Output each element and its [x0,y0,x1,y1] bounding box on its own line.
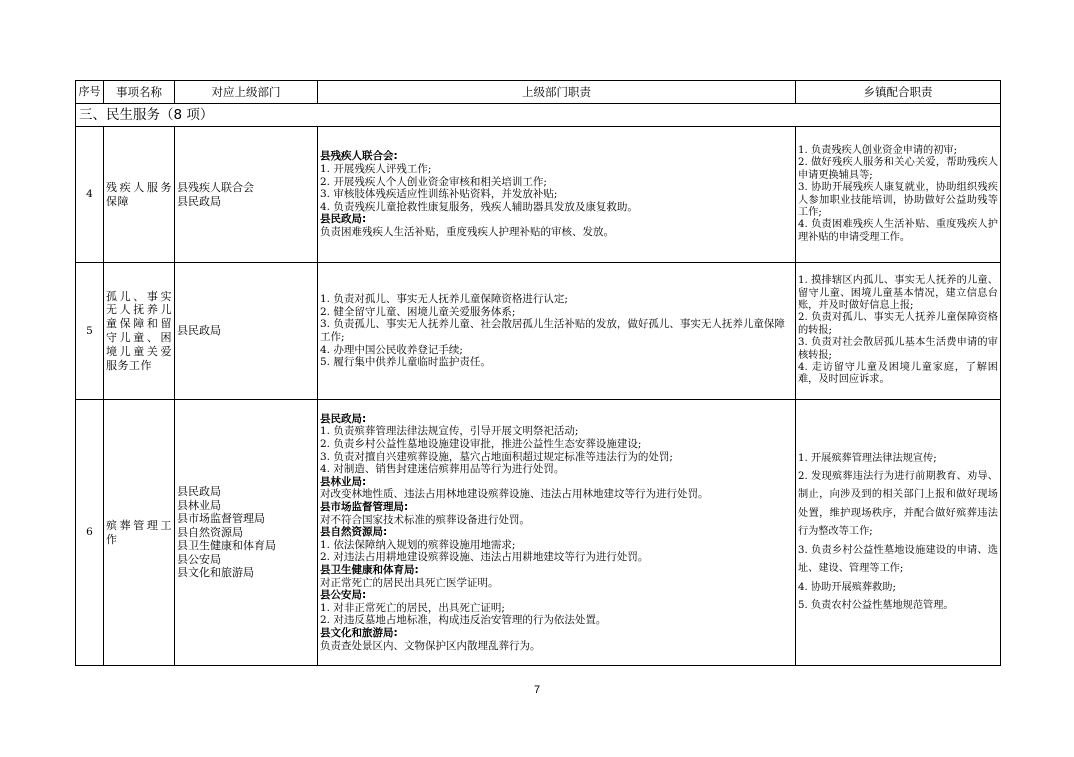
dept-heading: 县林业局: [320,475,367,488]
list-item: 对不符合国家技术标准的殡葬设备进行处罚。 [320,513,530,526]
list-item: 3. 负责对社会散居孤儿基本生活费申请的审核转报; [798,337,998,361]
row-number: 4 [76,127,104,263]
table-row [76,127,1001,263]
list-item: 3. 审核肢体残疾适应性训练补贴资料，并发放补贴; [320,188,558,201]
list-item: 2. 开展残疾人个人创业资金审核和相关培训工作; [320,175,547,188]
list-item: 3. 协助开展残疾人康复就业，协助组织残疾人参加职业技能培训，协助做好公益助残等工作; [798,182,998,218]
row-number: 6 [76,400,104,666]
list-item: 县民政局 [177,485,221,499]
list-item: 4. 协助开展殡葬救助; [798,581,896,593]
dept-heading: 县民政局: [320,213,367,226]
item-name: 殡葬管理工作 [104,400,175,666]
duty-list [318,400,796,666]
page-number: 7 [533,684,541,696]
list-item: 3. 负责孤儿、事实无人抚养儿童、社会散居孤儿生活补贴的发放，做好孤儿、事实无人抚养儿童保障工作; [320,318,785,343]
dept-heading: 县市场监督管理局: [320,501,409,514]
header-index: 序号 [76,81,104,104]
list-item: 5. 负责农村公益性墓地规范管理。 [798,599,954,611]
list-item: 县市场监督管理局 [177,512,265,526]
dept-list [175,400,318,666]
header-town-duties: 乡镇配合职责 [796,81,1001,104]
list-item: 3. 负责对擅自兴建殡葬设施，墓穴占地面积超过规定标准等违法行为的处罚; [320,450,673,463]
duty-list [318,263,796,400]
list-item: 1. 负责残疾人创业资金申请的初审; [798,144,958,156]
list-item: 3. 负责乡村公益性墓地设施建设的申请、选址、建设、管理等工作; [798,544,998,575]
list-item: 1. 对非正常死亡的居民，出具死亡证明; [320,601,505,614]
list-item: 负责查处景区内、文物保护区内散埋乱葬行为。 [320,639,541,652]
list-item: 1. 依法保障纳入规划的殡葬设施用地需求; [320,538,516,551]
list-item: 2. 发现殡葬违法行为进行前期教育、劝导、制止，向涉及到的相关部门上报和做好现场处置，维护现场秩序，并配合做好殡葬违法行为整改等工作; [798,471,998,538]
table-row [76,263,1001,400]
list-item: 2. 健全留守儿童、困境儿童关爱服务体系; [320,305,516,318]
header-item-name: 事项名称 [104,81,175,104]
section-title: 三、民生服务（8 项） [76,104,1001,127]
list-item: 县自然资源局 [177,525,243,539]
list-item: 对改变林地性质、违法占用林地建设殡葬设施、违法占用林地建坟等行为进行处罚。 [320,488,709,501]
list-item: 2. 对违反墓地占地标准，构成违反治安管理的行为依法处置。 [320,614,607,627]
header-superior-dept: 对应上级部门 [175,81,318,104]
list-item: 2. 负责对孤儿、事实无人抚养儿童保障资格的转报; [798,312,998,336]
table-header-row [76,81,1001,104]
row-number: 5 [76,263,104,400]
dept-heading: 县文化和旅游局: [320,626,398,639]
list-item: 4. 办理中国公民收养登记手续; [320,343,463,356]
list-item: 1. 开展残疾人评残工作; [320,163,432,176]
duty-table [75,80,1001,666]
section-row [76,104,1001,127]
list-item: 1. 摸排辖区内孤儿、事实无人抚养的儿童、留守儿童、困境儿童基本情况，建立信息台账，并及时做好信息上报; [798,275,998,311]
list-item: 4. 对制造、销售封建迷信殡葬用品等行为进行处罚。 [320,463,565,476]
table-row [76,400,1001,666]
dept-heading: 县公安局: [320,589,367,602]
header-superior-duties: 上级部门职责 [318,81,796,104]
list-item: 4. 负责困难残疾人生活补贴、重度残疾人护理补贴的申请受理工作。 [798,219,998,243]
list-item: 2. 对违法占用耕地建设殡葬设施、违法占用耕地建坟等行为进行处罚。 [320,551,649,564]
list-item: 1. 开展殡葬管理法律法规宣传; [798,452,937,464]
list-item: 对正常死亡的居民出具死亡医学证明。 [320,576,499,589]
town-duty-list [796,263,1001,400]
list-item: 负责困难残疾人生活补贴，重度残疾人护理补贴的审核、发放。 [320,225,614,238]
list-item: 县民政局 [177,324,221,338]
list-item: 县文化和旅游局 [177,566,254,580]
dept-heading: 县残疾人联合会: [320,150,398,163]
duty-list [318,127,796,263]
list-item: 1. 负责对孤儿、事实无人抚养儿童保障资格进行认定; [320,293,568,306]
dept-heading: 县自然资源局: [320,526,388,539]
list-item: 5. 履行集中供养儿童临时监护责任。 [320,356,491,369]
list-item: 1. 负责殡葬管理法律法规宣传，引导开展文明祭祀活动; [320,425,579,438]
list-item: 县卫生健康和体育局 [177,539,276,553]
list-item: 县林业局 [177,498,221,512]
item-name: 残疾人服务保障 [104,127,175,263]
dept-list [175,263,318,400]
list-item: 2. 做好残疾人服务和关心关爱，帮助残疾人申请更换辅具等; [798,157,998,181]
town-duty-list [796,127,1001,263]
dept-heading: 县卫生健康和体育局: [320,563,419,576]
dept-heading: 县民政局: [320,412,367,425]
list-item: 县残疾人联合会 [177,181,254,194]
item-name: 孤儿、事实无人抚养儿童保障和留守儿童、困境儿童关爱服务工作 [104,263,175,400]
list-item: 2. 负责乡村公益性墓地设施建设审批，推进公益性生态安葬设施建设; [320,438,642,451]
list-item: 4. 负责残疾儿童抢救性康复服务，残疾人辅助器具发放及康复救助。 [320,200,638,213]
list-item: 县公安局 [177,552,221,566]
town-duty-list [796,400,1001,666]
list-item: 4. 走访留守儿童及困境儿童家庭，了解困难，及时回应诉求。 [798,362,998,386]
dept-list [175,127,318,263]
list-item: 县民政局 [177,194,221,208]
